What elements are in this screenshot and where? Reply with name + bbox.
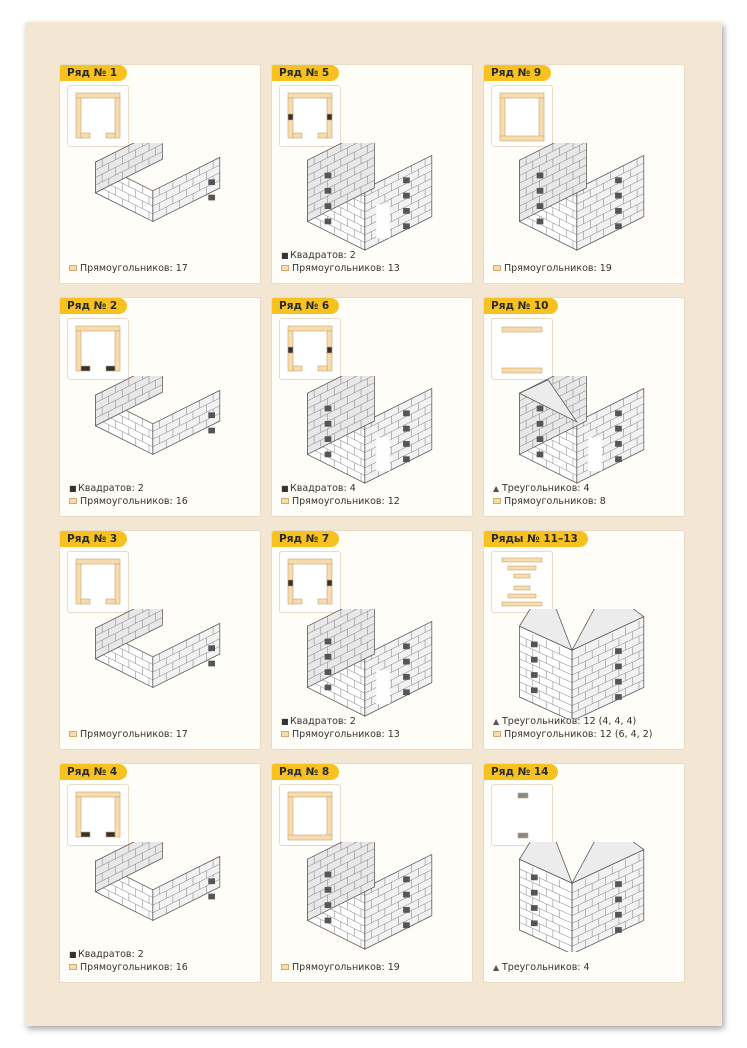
legend-item [69, 948, 188, 961]
brick-legend [69, 948, 188, 974]
legend-item [281, 495, 400, 508]
brick-legend [493, 715, 652, 741]
legend-text: Прямоугольников: 12 [292, 496, 400, 507]
brick-legend [69, 728, 188, 741]
row-title-badge: Ряд № 5 [272, 65, 339, 81]
legend-item [493, 262, 612, 275]
row-card [483, 763, 685, 983]
legend-item [69, 961, 188, 974]
legend-text: Квадратов: 2 [290, 716, 356, 727]
wall-3d-view [85, 609, 235, 723]
rectangle-brick-icon [69, 498, 77, 504]
square-brick-icon: ■ [281, 717, 289, 726]
row-title-badge: Ряд № 2 [60, 298, 127, 314]
row-card [271, 763, 473, 983]
legend-item [69, 495, 188, 508]
legend-item [281, 961, 400, 974]
row-card [59, 64, 261, 284]
legend-item [69, 482, 188, 495]
legend-item [281, 728, 400, 741]
rectangle-brick-icon [493, 731, 501, 737]
row-title-badge: Ряд № 4 [60, 764, 127, 780]
plan-view [279, 318, 341, 380]
wall-3d-view [297, 842, 447, 956]
square-brick-icon: ■ [281, 251, 289, 260]
row-title-badge: Ряд № 6 [272, 298, 339, 314]
plan-view [67, 784, 129, 846]
instruction-page [25, 22, 722, 1026]
brick-legend [281, 482, 400, 508]
wall-3d-view [85, 143, 235, 257]
legend-text: Прямоугольников: 12 (6, 4, 2) [504, 729, 653, 740]
legend-text: Треугольников: 4 [502, 483, 590, 494]
rows-grid [25, 22, 722, 1026]
plan-view [279, 784, 341, 846]
row-title-badge: Ряд № 14 [484, 764, 558, 780]
plan-view [67, 551, 129, 613]
legend-item [281, 262, 400, 275]
row-title-badge: Ряд № 8 [272, 764, 339, 780]
rectangle-brick-icon [281, 964, 289, 970]
legend-item [281, 482, 400, 495]
row-title-badge: Ряд № 3 [60, 531, 127, 547]
row-card [271, 297, 473, 517]
brick-legend [69, 482, 188, 508]
rectangle-brick-icon [69, 265, 77, 271]
legend-text: Прямоугольников: 13 [292, 263, 400, 274]
row-card [483, 530, 685, 750]
legend-text: Треугольников: 12 (4, 4, 4) [502, 716, 637, 727]
legend-item [493, 495, 606, 508]
row-card [483, 64, 685, 284]
plan-view [279, 551, 341, 613]
brick-legend [69, 262, 188, 275]
row-card [271, 530, 473, 750]
legend-text: Квадратов: 2 [290, 250, 356, 261]
legend-text: Прямоугольников: 17 [80, 729, 188, 740]
wall-3d-view [85, 842, 235, 956]
plan-view [491, 318, 553, 380]
triangle-brick-icon: ▲ [493, 717, 500, 726]
row-title-badge: Ряд № 10 [484, 298, 558, 314]
wall-3d-view [85, 376, 235, 490]
legend-item [493, 961, 590, 974]
rectangle-brick-icon [69, 731, 77, 737]
brick-legend [493, 961, 590, 974]
plan-view [67, 318, 129, 380]
legend-text: Треугольников: 4 [502, 962, 590, 973]
wall-3d-view [509, 376, 659, 490]
square-brick-icon: ■ [281, 484, 289, 493]
legend-item [69, 728, 188, 741]
row-title-badge: Ряд № 7 [272, 531, 339, 547]
row-card [483, 297, 685, 517]
square-brick-icon: ■ [69, 950, 77, 959]
brick-legend [493, 482, 606, 508]
wall-3d-view [509, 609, 659, 723]
plan-view [491, 85, 553, 147]
row-card [59, 530, 261, 750]
row-title-badge: Ряды № 11–13 [484, 531, 588, 547]
row-title-badge: Ряд № 1 [60, 65, 127, 81]
row-card [271, 64, 473, 284]
plan-view [67, 85, 129, 147]
legend-text: Квадратов: 4 [290, 483, 356, 494]
legend-item [69, 262, 188, 275]
rectangle-brick-icon [281, 265, 289, 271]
legend-text: Квадратов: 2 [78, 949, 144, 960]
legend-item [493, 728, 652, 741]
rectangle-brick-icon [493, 265, 501, 271]
plan-view [491, 551, 553, 613]
row-card [59, 297, 261, 517]
legend-text: Прямоугольников: 19 [292, 962, 400, 973]
wall-3d-view [297, 143, 447, 257]
rectangle-brick-icon [281, 498, 289, 504]
legend-text: Прямоугольников: 13 [292, 729, 400, 740]
legend-text: Прямоугольников: 16 [80, 962, 188, 973]
row-title-badge: Ряд № 9 [484, 65, 551, 81]
legend-text: Квадратов: 2 [78, 483, 144, 494]
brick-legend [281, 249, 400, 275]
wall-3d-view [509, 842, 659, 956]
wall-3d-view [509, 143, 659, 257]
legend-text: Прямоугольников: 19 [504, 263, 612, 274]
legend-item [281, 715, 400, 728]
rectangle-brick-icon [69, 964, 77, 970]
row-card [59, 763, 261, 983]
legend-item [493, 482, 606, 495]
plan-view [279, 85, 341, 147]
wall-3d-view [297, 376, 447, 490]
legend-text: Прямоугольников: 17 [80, 263, 188, 274]
legend-item [493, 715, 652, 728]
triangle-brick-icon: ▲ [493, 484, 500, 493]
legend-text: Прямоугольников: 8 [504, 496, 606, 507]
square-brick-icon: ■ [69, 484, 77, 493]
brick-legend [281, 715, 400, 741]
plan-view [491, 784, 553, 846]
legend-item [281, 249, 400, 262]
triangle-brick-icon: ▲ [493, 963, 500, 972]
brick-legend [493, 262, 612, 275]
rectangle-brick-icon [493, 498, 501, 504]
rectangle-brick-icon [281, 731, 289, 737]
brick-legend [281, 961, 400, 974]
wall-3d-view [297, 609, 447, 723]
legend-text: Прямоугольников: 16 [80, 496, 188, 507]
